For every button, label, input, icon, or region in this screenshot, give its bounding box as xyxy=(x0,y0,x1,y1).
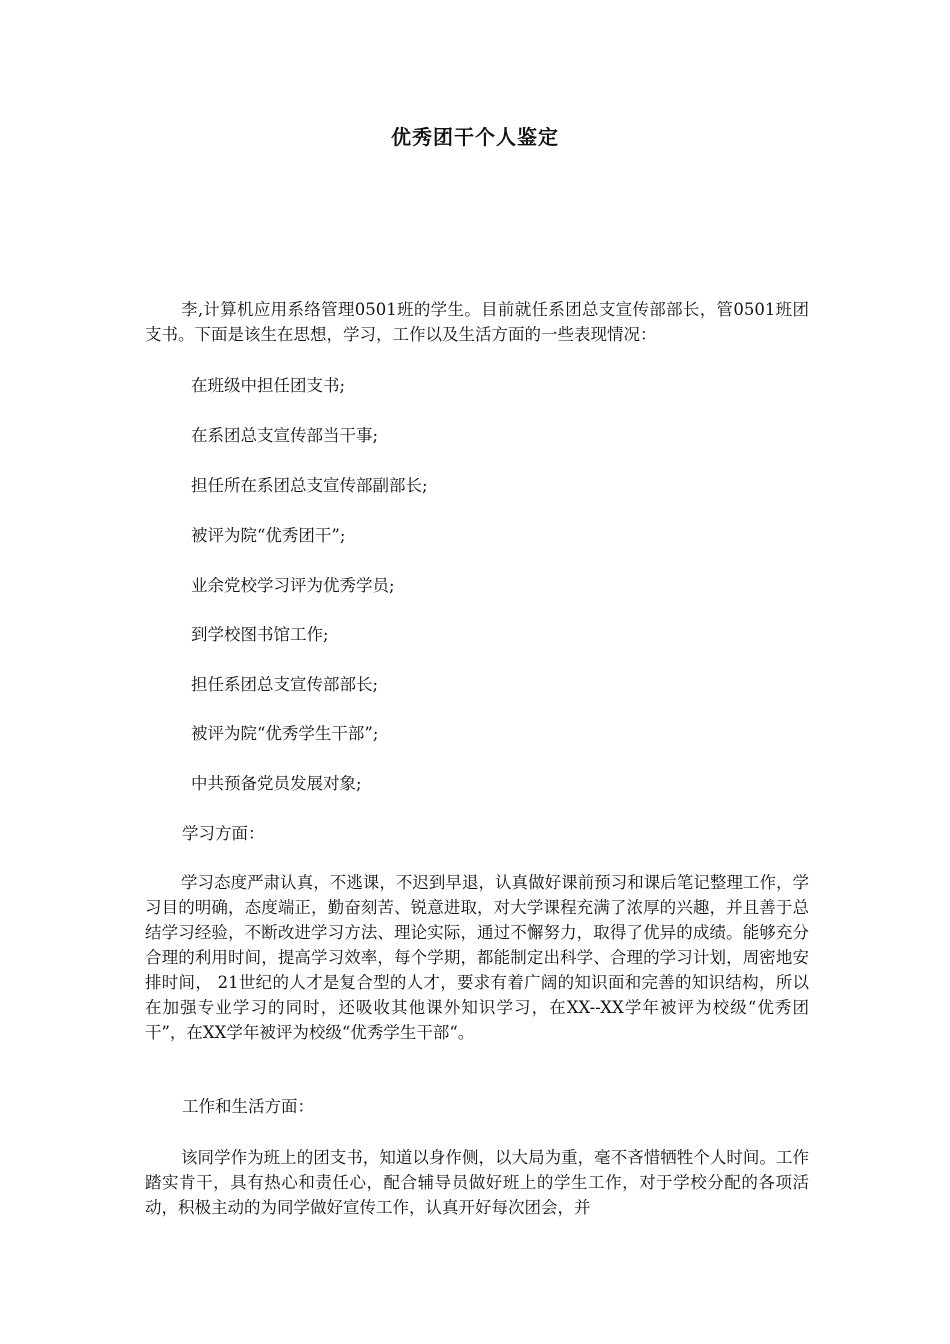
work-paragraph: 该同学作为班上的团支书，知道以身作侧，以大局为重，毫不吝惜牺牲个人时间。工作踏实肯干，具有热心和责任心，配合辅导员做好班上的学生工作，对于学校分配的各项活动，积极主动的为同学做好宣传工作，认真开好每次团会，并 xyxy=(145,1148,809,1217)
list-item: 到学校图书馆工作; xyxy=(191,625,329,644)
list-item: 担任所在系团总支宣传部副部长; xyxy=(191,476,428,495)
list-item: 被评为院“优秀团干”; xyxy=(191,526,346,545)
list-item: 在班级中担任团支书; xyxy=(191,376,346,395)
document-title: 优秀团干个人鉴定 xyxy=(391,125,559,149)
list-item: 中共预备党员发展对象; xyxy=(191,774,362,793)
list-item: 业余党校学习评为优秀学员; xyxy=(191,576,395,595)
study-paragraph: 学习态度严肃认真，不逃课，不迟到早退，认真做好课前预习和课后笔记整理工作，学习目的明确，态度端正，勤奋刻苦、锐意进取，对大学课程充满了浓厚的兴趣，并且善于总结学习经验，不断改进学习方法、理论实际，通过不懈努力，取得了优异的成绩。能够充分合理的利用时间，提高学习效率，每个学期，都能制定出科学、合理的学习计划，周密地安排时间， 21世纪的人才是复合型的人才，要求有着广阔的知识面和完善的知识结构，所以在加强专业学习的同时，还吸收其他课外知识学习，在XX--XX学年被评为校级“优秀团干”，在XX学年被评为校级“优秀学生干部“。 xyxy=(145,873,809,1042)
list-item: 在系团总支宣传部当干事; xyxy=(191,426,379,445)
intro-paragraph: 李,计算机应用系络管理0501班的学生。目前就任系团总支宣传部部长，管0501班团支书。下面是该生在思想，学习，工作以及生活方面的一些表现情况： xyxy=(145,300,809,344)
list-item: 担任系团总支宣传部部长; xyxy=(191,675,379,694)
list-item: 被评为院“优秀学生干部”; xyxy=(191,724,379,743)
study-heading: 学习方面： xyxy=(182,824,265,843)
work-heading: 工作和生活方面： xyxy=(182,1097,314,1116)
